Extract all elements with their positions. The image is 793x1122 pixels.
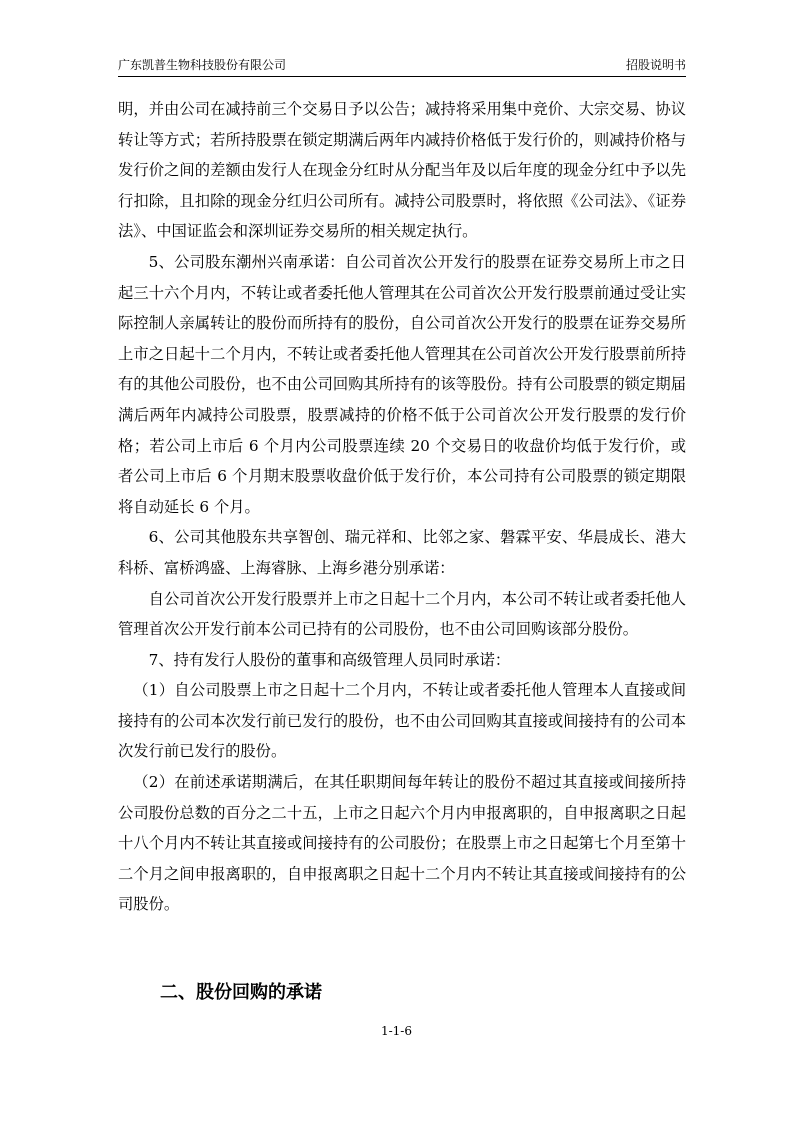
header-doc-type: 招股说明书 [625,58,686,72]
section-title: 二、股份回购的承诺 [160,982,322,1003]
paragraph-item-6-commitment: 自公司首次公开发行股票并上市之日起十二个月内，本公司不转让或者委托他人管理首次公开发行前本公司已持有的公司股份，也不由公司回购该部分股份。 [118,589,686,639]
paragraph-item-7-2: （2）在前述承诺期满后，在其任职期间每年转让的股份不超过其直接或间接所持公司股份总数的百分之二十五，上市之日起六个月内申报离职的，自申报离职之日起十八个月内不转让其直接或间接持有的公司股份；在股票上市之日起第七个月至第十二个月之间申报离职的，自申报离职之日起十二个月内不转让其直接或间接持有的公司股份。 [118,773,686,914]
page-header [118,54,686,77]
page-number: 1-1-6 [380,1024,412,1038]
paragraph-item-5: 5、公司股东潮州兴南承诺：自公司首次公开发行的股票在证券交易所上市之日起三十六个月内，不转让或者委托他人管理其在公司首次公开发行股票前通过受让实际控制人亲属转让的股份而所持有的股份，自公司首次公开发行的股票在证券交易所上市之日起十二个月内，不转让或者委托他人管理其在公司首次公开发行股票前所持有的其他公司股份，也不由公司回购其所持有的该等股份。持有公司股票的锁定期届满后两年内减持公司股票，股票减持的价格不低于公司首次公开发行股票的发行价格；若公司上市后 6 个月内公司股票连续 20 个交易日的收盘价均低于发行价，或者公司上市后 6 个月期末股票收盘价低于发行价，本公司持有公司股票的锁定期限将自动延长 6 个月。 [118,252,686,516]
paragraph-continued: 明，并由公司在减持前三个交易日予以公告；减持将采用集中竞价、大宗交易、协议转让等方式；若所持股票在锁定期满后两年内减持价格低于发行价的，则减持价格与发行价之间的差额由发行人在现金分红时从分配当年及以后年度的现金分红中予以先行扣除，且扣除的现金分红归公司所有。减持公司股票时，将依照《公司法》、《证券法》、中国证监会和深圳证券交易所的相关规定执行。 [118,100,686,241]
header-company: 广东凯普生物科技股份有限公司 [118,58,287,72]
document-body [118,94,686,920]
paragraph-item-7-1: （1）自公司股票上市之日起十二个月内，不转让或者委托他人管理本人直接或间接持有的公司本次发行前已发行的股份，也不由公司回购其直接或间接持有的公司本次发行前已发行的股份。 [118,681,686,761]
paragraph-item-7: 7、持有发行人股份的董事和高级管理人员同时承诺： [148,650,511,669]
paragraph-item-6: 6、公司其他股东共享智创、瑞元祥和、比邻之家、磐霖平安、华晨成长、港大科桥、富桥鸿盛、上海睿脉、上海乡港分别承诺： [118,528,686,577]
